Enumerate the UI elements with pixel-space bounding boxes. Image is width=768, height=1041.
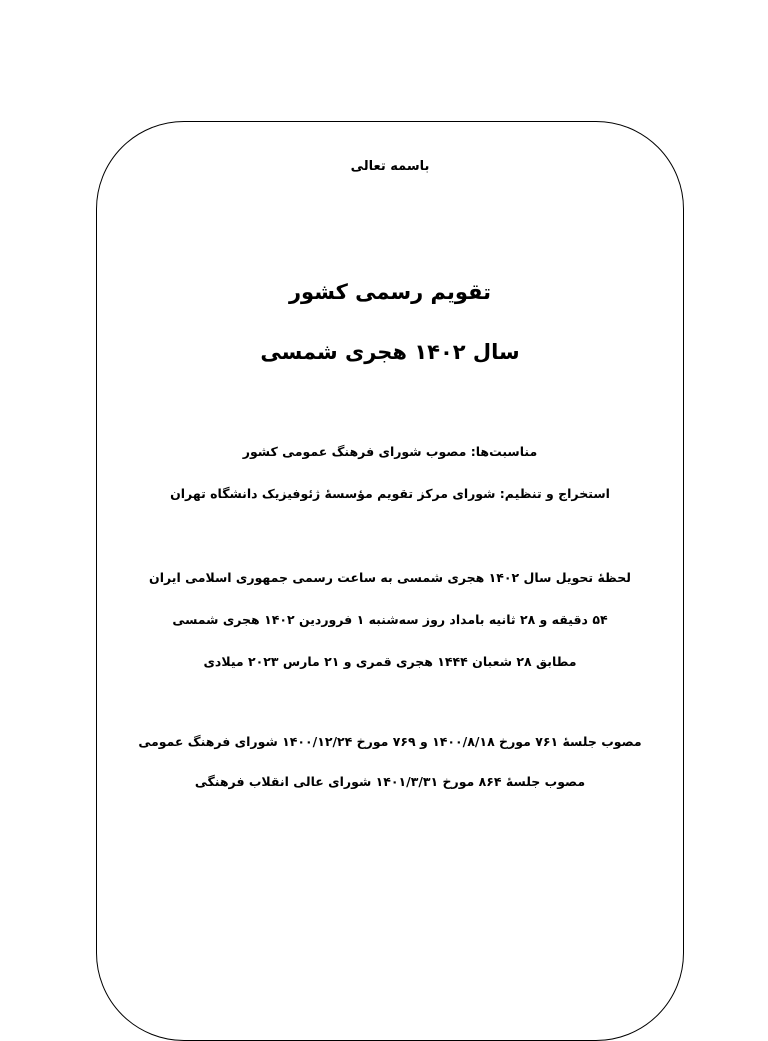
document-year: سال ۱۴۰۲ هجری شمسی [260, 340, 520, 364]
occasions-source: مناسبت‌ها: مصوب شورای فرهنگ عمومی کشور [242, 444, 538, 459]
equinox-equivalent-dates: مطابق ۲۸ شعبان ۱۴۴۴ هجری قمری و ۲۱ مارس ۲۰۲۳ میلادی [203, 654, 577, 669]
document-title: تقویم رسمی کشور [288, 280, 492, 304]
extraction-credit: استخراج و تنظیم: شورای مرکز تقویم مؤسسهٔ ژئوفیزیک دانشگاه تهران [170, 486, 610, 501]
approval-line-2: مصوب جلسهٔ ۸۶۴ مورخ ۱۴۰۱/۳/۳۱ شورای عالی انقلاب فرهنگی [194, 774, 586, 789]
invocation-text: باسمه تعالی [350, 159, 430, 174]
equinox-heading: لحظهٔ تحویل سال ۱۴۰۲ هجری شمسی به ساعت رسمی جمهوری اسلامی ایران [149, 570, 631, 585]
equinox-time: ۵۴ دقیقه و ۲۸ ثانیه بامداد روز سه‌شنبه ۱ فروردین ۱۴۰۲ هجری شمسی [172, 612, 608, 627]
approval-line-1: مصوب جلسهٔ ۷۶۱ مورخ ۱۴۰۰/۸/۱۸ و ۷۶۹ مورخ ۱۴۰۰/۱۲/۲۴ شورای فرهنگ عمومی [138, 734, 642, 749]
